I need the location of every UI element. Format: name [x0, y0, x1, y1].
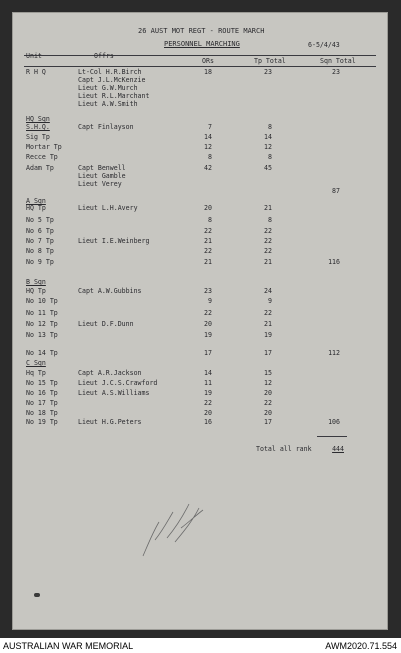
row-unit: No 11 Tp [26, 309, 58, 317]
header-rule-bottom [24, 66, 376, 67]
row-ors: 19 [204, 331, 212, 339]
row-unit: No 14 Tp [26, 349, 58, 357]
total-value: 444 [332, 445, 344, 453]
row-officers: Lieut Gamble [78, 172, 126, 180]
row-tp-total: 8 [268, 153, 272, 161]
row-officers: Lieut J.C.S.Crawford [78, 379, 158, 387]
row-ors: 14 [204, 133, 212, 141]
row-unit: Hq Tp [26, 369, 46, 377]
row-unit: C Sqn [26, 359, 46, 367]
row-tp-total: 17 [264, 349, 272, 357]
row-tp-total: 21 [264, 320, 272, 328]
row-ors: 16 [204, 418, 212, 426]
document-title: 26 AUST MOT REGT - ROUTE MARCH [138, 27, 265, 35]
row-unit: Mortar Tp [26, 143, 62, 151]
row-tp-total: 15 [264, 369, 272, 377]
row-unit: No 5 Tp [26, 216, 54, 224]
row-unit: Recce Tp [26, 153, 58, 161]
row-ors: 7 [208, 123, 212, 131]
row-unit: No 15 Tp [26, 379, 58, 387]
row-officers: Lieut H.G.Peters [78, 418, 142, 426]
row-unit: S.H.Q. [26, 123, 50, 131]
row-ors: 42 [204, 164, 212, 172]
row-ors: 14 [204, 369, 212, 377]
row-officers: Capt J.L.McKenzie [78, 76, 146, 84]
row-tp-total: 22 [264, 247, 272, 255]
row-ors: 22 [204, 247, 212, 255]
row-ors: 20 [204, 409, 212, 417]
row-tp-total: 20 [264, 409, 272, 417]
row-tp-total: 17 [264, 418, 272, 426]
row-ors: 22 [204, 227, 212, 235]
row-tp-total: 21 [264, 204, 272, 212]
row-unit: No 6 Tp [26, 227, 54, 235]
row-ors: 21 [204, 258, 212, 266]
header-rule-top [24, 55, 376, 56]
row-sqn-total: 87 [332, 187, 340, 195]
col-unit: Unit [26, 52, 42, 60]
row-unit: HQ Tp [26, 287, 46, 295]
row-tp-total: 8 [268, 216, 272, 224]
col-offrs: Offrs [94, 52, 114, 60]
row-ors: 18 [204, 68, 212, 76]
punch-hole-mark [34, 593, 40, 597]
row-tp-total: 45 [264, 164, 272, 172]
row-tp-total: 22 [264, 309, 272, 317]
row-tp-total: 22 [264, 399, 272, 407]
row-officers: Lieut L.H.Avery [78, 204, 138, 212]
row-unit: B Sqn [26, 278, 46, 286]
row-officers: Lieut Verey [78, 180, 122, 188]
row-tp-total: 14 [264, 133, 272, 141]
row-unit: No 16 Tp [26, 389, 58, 397]
document-date: 6-5/4/43 [308, 41, 340, 49]
row-tp-total: 20 [264, 389, 272, 397]
total-label: Total all rank [256, 445, 312, 453]
archive-footer [0, 638, 401, 653]
row-officers: Lieut G.W.Murch [78, 84, 138, 92]
row-sqn-total: 116 [328, 258, 340, 266]
row-officers: Lieut D.F.Dunn [78, 320, 134, 328]
row-tp-total: 12 [264, 143, 272, 151]
row-unit: No 19 Tp [26, 418, 58, 426]
row-tp-total: 23 [264, 68, 272, 76]
row-ors: 22 [204, 309, 212, 317]
row-unit: Sig Tp [26, 133, 50, 141]
row-ors: 22 [204, 399, 212, 407]
row-officers: Capt A.W.Gubbins [78, 287, 142, 295]
footer-right: AWM2020.71.554 [325, 641, 397, 651]
row-ors: 19 [204, 389, 212, 397]
row-officers: Lieut A.S.Williams [78, 389, 150, 397]
row-unit: No 17 Tp [26, 399, 58, 407]
row-unit: A Sqn [26, 197, 46, 205]
document-subtitle: PERSONNEL MARCHING [164, 40, 240, 48]
col-ors: ORs [202, 57, 214, 65]
row-ors: 8 [208, 153, 212, 161]
row-tp-total: 22 [264, 227, 272, 235]
row-officers: Capt A.R.Jackson [78, 369, 142, 377]
row-officers: Lt-Col H.R.Birch [78, 68, 142, 76]
row-ors: 11 [204, 379, 212, 387]
row-unit: No 9 Tp [26, 258, 54, 266]
row-unit: No 13 Tp [26, 331, 58, 339]
row-ors: 21 [204, 237, 212, 245]
row-unit: No 7 Tp [26, 237, 54, 245]
row-officers: Capt Finlayson [78, 123, 134, 131]
row-ors: 8 [208, 216, 212, 224]
row-officers: Lieut I.E.Weinberg [78, 237, 150, 245]
row-ors: 20 [204, 320, 212, 328]
row-officers: Lieut A.W.Smith [78, 100, 138, 108]
row-unit: HQ Tp [26, 204, 46, 212]
row-tp-total: 24 [264, 287, 272, 295]
row-officers: Capt Benwell [78, 164, 126, 172]
row-unit: No 8 Tp [26, 247, 54, 255]
row-unit: Adam Tp [26, 164, 54, 172]
row-ors: 20 [204, 204, 212, 212]
row-officers: Lieut R.L.Marchant [78, 92, 150, 100]
col-tp-total: Tp Total [254, 57, 286, 65]
row-tp-total: 21 [264, 258, 272, 266]
row-sqn-total: 112 [328, 349, 340, 357]
row-unit: HQ Sqn [26, 115, 50, 123]
row-tp-total: 22 [264, 237, 272, 245]
row-ors: 17 [204, 349, 212, 357]
row-unit: R H Q [26, 68, 46, 76]
subtotal-rule [317, 436, 347, 437]
row-ors: 23 [204, 287, 212, 295]
row-ors: 12 [204, 143, 212, 151]
row-unit: No 18 Tp [26, 409, 58, 417]
row-tp-total: 19 [264, 331, 272, 339]
handwritten-annotation [137, 482, 217, 562]
row-sqn-total: 23 [332, 68, 340, 76]
document-page [12, 12, 388, 630]
row-ors: 9 [208, 297, 212, 305]
row-tp-total: 9 [268, 297, 272, 305]
row-tp-total: 12 [264, 379, 272, 387]
row-sqn-total: 106 [328, 418, 340, 426]
row-unit: No 10 Tp [26, 297, 58, 305]
col-sqn-total: Sqn Total [320, 57, 356, 65]
row-tp-total: 8 [268, 123, 272, 131]
footer-left: AUSTRALIAN WAR MEMORIAL [3, 641, 134, 651]
row-unit: No 12 Tp [26, 320, 58, 328]
